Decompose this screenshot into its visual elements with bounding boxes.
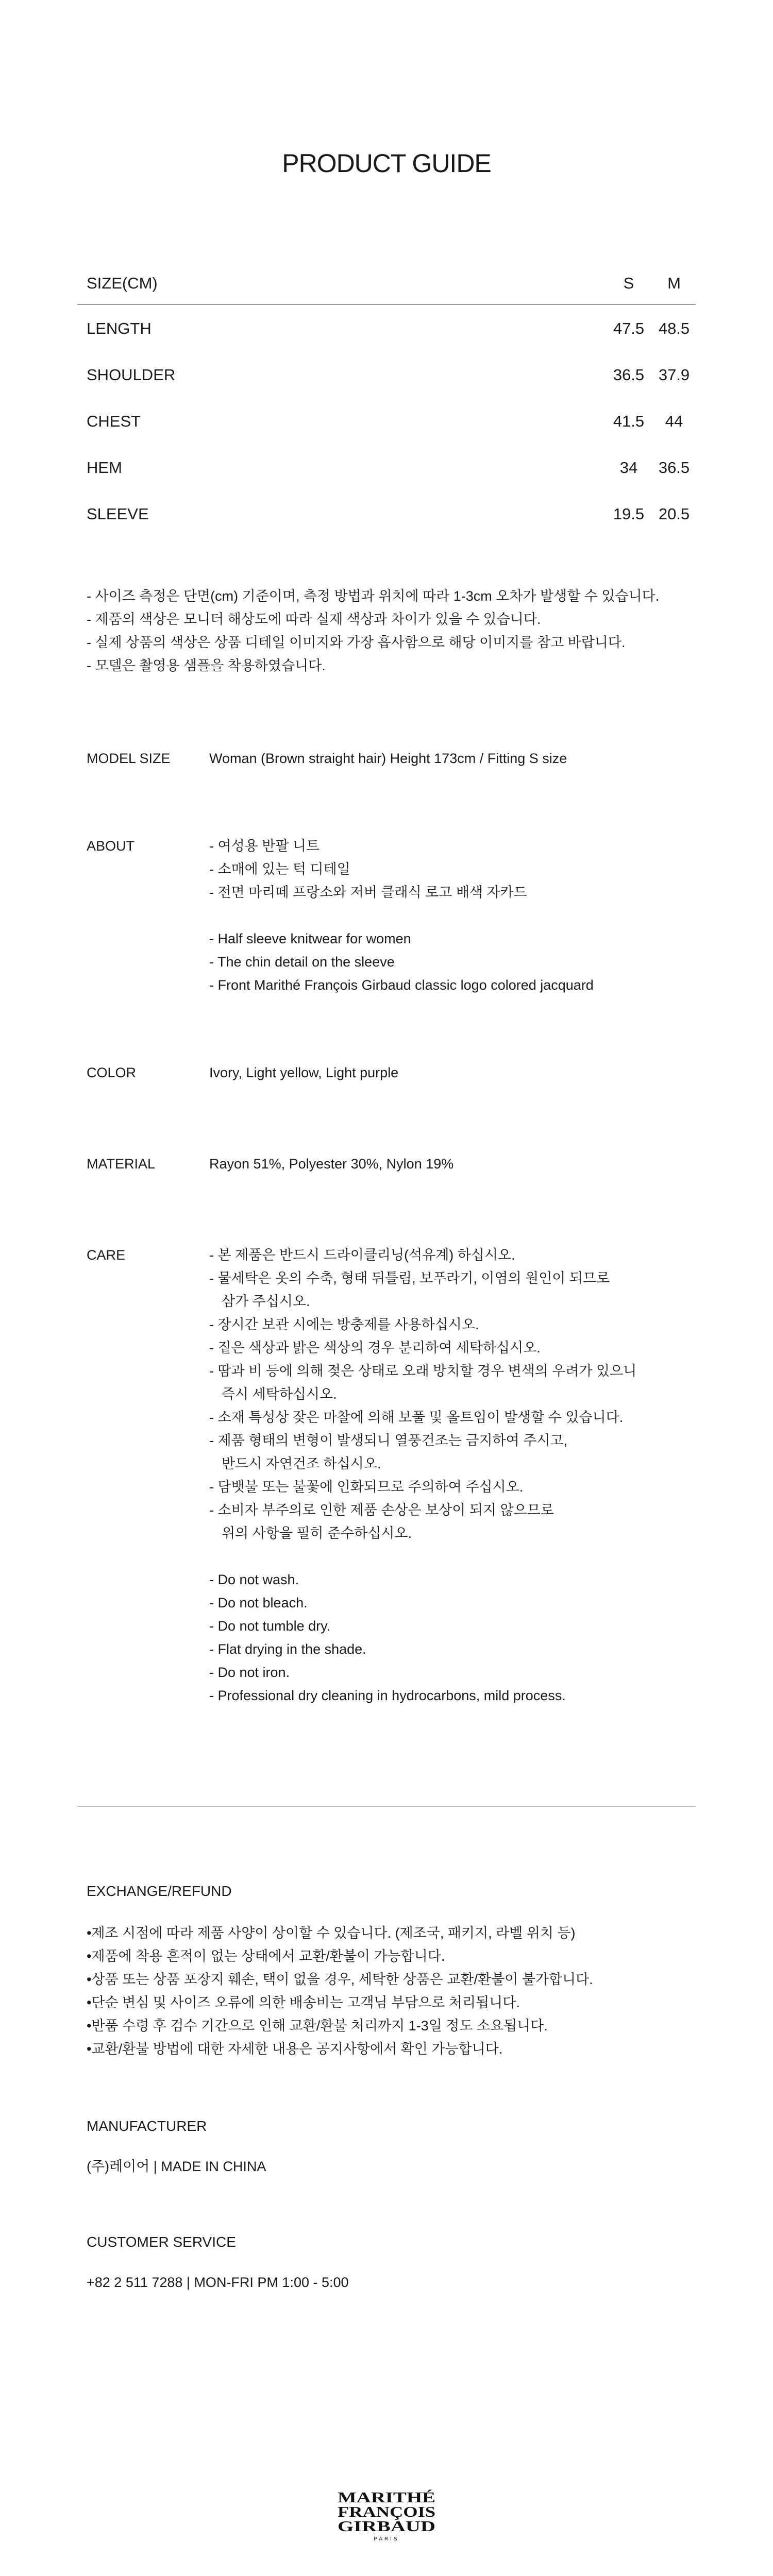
- care-line: - 짙은 색상과 밝은 색상의 경우 분리하여 세탁하십시오.: [209, 1340, 541, 1355]
- material-text: Rayon 51%, Polyester 30%, Nylon 19%: [209, 1156, 454, 1172]
- manufacturer-value: [87, 2155, 695, 2178]
- size-table-header: [77, 268, 696, 305]
- color-label: COLOR: [87, 1065, 137, 1080]
- care-line: - 장시간 보관 시에는 방충제를 사용하십시오.: [209, 1317, 479, 1332]
- size-row-label: SHOULDER: [87, 366, 176, 384]
- material-label: MATERIAL: [87, 1156, 156, 1172]
- care-line: - 물세탁은 옷의 수축, 형태 뒤틀림, 보푸라기, 이염의 원인이 되므로: [209, 1270, 610, 1286]
- size-row-s-value: 34: [619, 459, 638, 477]
- size-row-m-value: 37.9: [658, 366, 690, 384]
- customer-service-value: [87, 2271, 695, 2294]
- customer-service-label: CUSTOMER SERVICE: [87, 2234, 236, 2250]
- size-row-s-value: 19.5: [613, 505, 645, 523]
- logo-line-4: PARIS: [374, 2536, 399, 2542]
- about-value: [209, 835, 694, 997]
- size-row-s-value: 41.5: [613, 412, 645, 430]
- size-header-m: M: [667, 274, 681, 292]
- care-label: CARE: [87, 1247, 126, 1263]
- exchange-line: •반품 수령 후 검수 기간으로 인해 교환/환불 처리까지 1-3일 정도 소요됩니다.: [87, 2018, 548, 2033]
- size-row-label: CHEST: [87, 412, 141, 430]
- care-value: [209, 1244, 694, 1707]
- care-line: - Do not iron.: [209, 1665, 290, 1680]
- exchange-line: •제품에 착용 흔적이 없는 상태에서 교환/환불이 가능합니다.: [87, 1948, 445, 1964]
- logo-line-1: MARITHÉ: [338, 2490, 435, 2506]
- model-size-value: [209, 747, 694, 770]
- size-note: - 사이즈 측정은 단면(cm) 기준이며, 측정 방법과 위치에 따라 1-3cm 오차가 발생할 수 있습니다.: [87, 588, 660, 604]
- about-line: - Half sleeve knitwear for women: [209, 931, 411, 946]
- manufacturer-text: (주)레이어 | MADE IN CHINA: [87, 2159, 266, 2174]
- exchange-line: •상품 또는 상품 포장지 훼손, 택이 없을 경우, 세탁한 상품은 교환/환불이 불가합니다.: [87, 1972, 593, 1987]
- exchange-label: EXCHANGE/REFUND: [87, 1883, 232, 1899]
- size-row-m-value: 44: [665, 412, 683, 430]
- manufacturer-label: MANUFACTURER: [87, 2118, 207, 2134]
- care-line: - Professional dry cleaning in hydrocarbons, mild process.: [209, 1688, 566, 1703]
- care-line: - 땀과 비 등에 의해 젖은 상태로 오래 방치할 경우 변색의 우려가 있으니: [209, 1363, 637, 1379]
- color-text: Ivory, Light yellow, Light purple: [209, 1065, 399, 1080]
- brand-logo: [335, 2488, 438, 2545]
- size-table: [77, 268, 696, 537]
- size-note: - 모델은 촬영용 샘플을 착용하였습니다.: [87, 658, 326, 673]
- size-row-m-value: 36.5: [658, 459, 690, 477]
- section-divider: [77, 1806, 696, 1807]
- size-notes: [87, 585, 695, 677]
- size-row-m-value: 48.5: [658, 319, 690, 337]
- about-line: - 전면 마리떼 프랑소와 저버 클래식 로고 배색 자카드: [209, 885, 527, 900]
- model-size-label: MODEL SIZE: [87, 751, 171, 766]
- size-row-shoulder: [77, 351, 696, 398]
- customer-service-text: +82 2 511 7288 | MON-FRI PM 1:00 - 5:00: [87, 2275, 349, 2290]
- exchange-line: •제조 시점에 따라 제품 사양이 상이할 수 있습니다. (제조국, 패키지, 라벨 위치 등): [87, 1925, 576, 1941]
- about-line: - The chin detail on the sleeve: [209, 954, 395, 970]
- color-value: [209, 1061, 694, 1084]
- size-row-hem: [77, 444, 696, 490]
- care-line: - 제품 형태의 변형이 발생되니 열풍건조는 금지하여 주시고,: [209, 1433, 567, 1448]
- size-row-length: [77, 305, 696, 351]
- about-line: - 여성용 반팔 니트: [209, 838, 320, 854]
- size-row-label: LENGTH: [87, 319, 152, 337]
- size-row-label: HEM: [87, 459, 122, 477]
- care-line: - 담뱃불 또는 불꽃에 인화되므로 주의하여 주십시오.: [209, 1479, 524, 1495]
- size-header-s: S: [623, 274, 634, 292]
- care-line: - 본 제품은 반드시 드라이클리닝(석유계) 하십시오.: [209, 1247, 515, 1263]
- care-line: 반드시 자연건조 하십시오.: [222, 1456, 381, 1471]
- model-size-text: Woman (Brown straight hair) Height 173cm / Fitting S size: [209, 751, 567, 766]
- size-row-chest: [77, 398, 696, 444]
- size-row-s-value: 36.5: [613, 366, 645, 384]
- size-row-sleeve: [77, 490, 696, 537]
- about-line: - Front Marithé François Girbaud classic logo colored jacquard: [209, 977, 594, 993]
- size-row-s-value: 47.5: [613, 319, 645, 337]
- logo-line-3: GIRBAUD: [338, 2519, 435, 2535]
- care-line: - Do not bleach.: [209, 1595, 308, 1611]
- care-line: 위의 사항을 필히 준수하십시오.: [222, 1526, 412, 1541]
- care-line: 즉시 세탁하십시오.: [222, 1386, 337, 1402]
- material-value: [209, 1153, 694, 1176]
- exchange-line: •교환/환불 방법에 대한 자세한 내용은 공지사항에서 확인 가능합니다.: [87, 2041, 503, 2057]
- size-note: - 제품의 색상은 모니터 해상도에 따라 실제 색상과 차이가 있을 수 있습니다.: [87, 612, 541, 627]
- care-line: - Do not tumble dry.: [209, 1618, 331, 1634]
- size-header-label: SIZE(CM): [87, 274, 158, 292]
- care-line: - 소비자 부주의로 인한 제품 손상은 보상이 되지 않으므로: [209, 1502, 554, 1518]
- about-label: ABOUT: [87, 838, 135, 854]
- logo-line-2: FRANÇOIS: [338, 2504, 435, 2520]
- size-row-m-value: 20.5: [658, 505, 690, 523]
- care-line: - 소재 특성상 잦은 마찰에 의해 보풀 및 올트임이 발생할 수 있습니다.: [209, 1410, 624, 1425]
- page-title: PRODUCT GUIDE: [282, 149, 491, 178]
- exchange-line: •단순 변심 및 사이즈 오류에 의한 배송비는 고객님 부담으로 처리됩니다.: [87, 1995, 520, 2010]
- size-row-label: SLEEVE: [87, 505, 149, 523]
- size-note: - 실제 상품의 색상은 상품 디테일 이미지와 가장 흡사함으로 해당 이미지를 참고 바랍니다.: [87, 635, 626, 650]
- exchange-lines: [87, 1922, 695, 2061]
- care-line: 삼가 주십시오.: [222, 1294, 310, 1309]
- care-line: - Do not wash.: [209, 1572, 299, 1587]
- care-line: - Flat drying in the shade.: [209, 1641, 366, 1657]
- brand-logo-mark: [335, 2488, 438, 2545]
- about-line: - 소매에 있는 턱 디테일: [209, 861, 350, 877]
